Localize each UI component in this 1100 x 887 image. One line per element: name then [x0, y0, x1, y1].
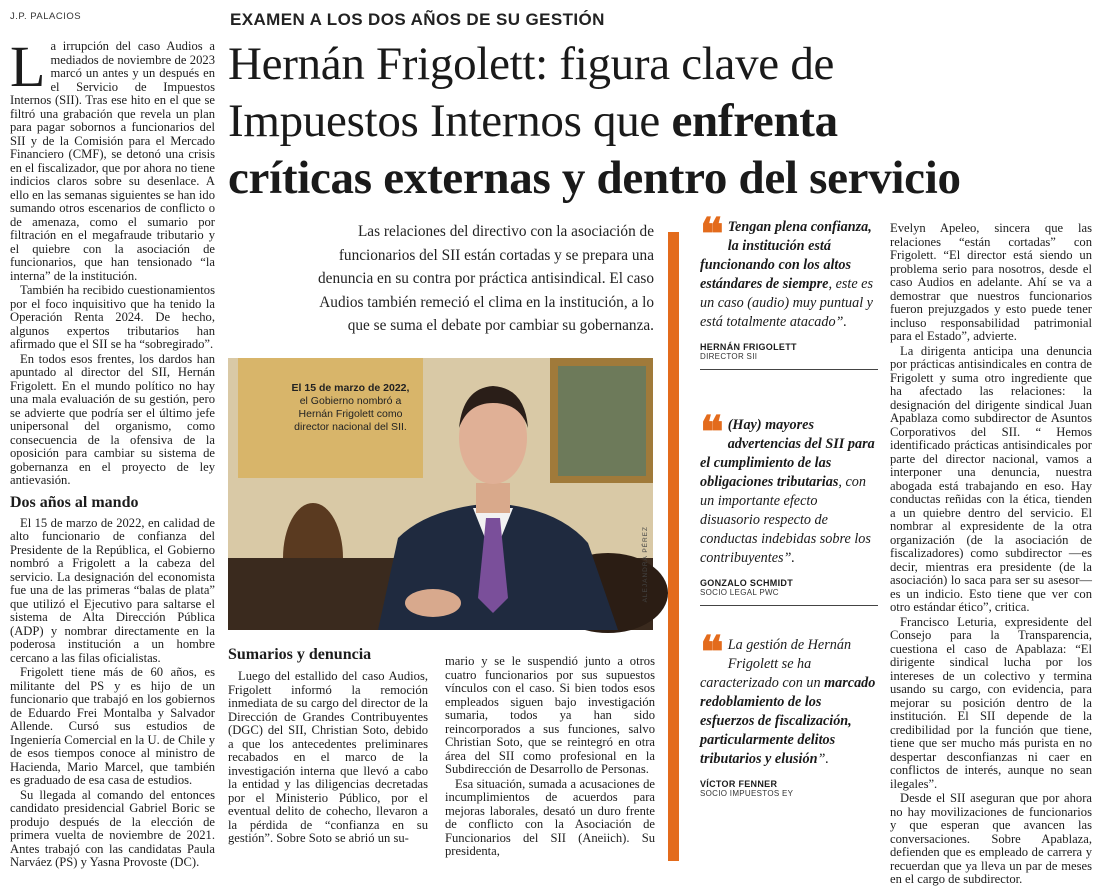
pull-quote-3	[700, 628, 878, 798]
paragraph-text: a irrupción del caso Audios a mediados de noviembre de 2023 marcó un antes y un después en el Servicio de Impuestos Internos (SII). Tras ese hito en el que se filtró una grabación que revela un plan para pagar sobornos a funcionarios del SII y de la Comisión para el Mercado Financiero (CMF), se detonó una crisis en el fiscalizador, que por ahora no tiene indicios claros sobre su desenlace. A ello en las semanas siguientes se han ido sumando otros escenarios de conflicto o de amenaza, como el sumario por filtración en el megafraude tributario y el quiebre con la asociación de funcionarios, que han tensionado “la interna” de la institución.	[10, 39, 215, 283]
paragraph: Esa situación, sumada a acusaciones de incumplimientos de acuerdos para mejoras laborales, desató un duro frente de conflicto con la Asociación de Funcionarios del SII (Aneiich). Su presidenta,	[445, 776, 655, 858]
column-3	[445, 655, 655, 860]
quote-role: DIRECTOR SII	[700, 352, 758, 361]
headline-line-2	[228, 93, 1094, 150]
pull-quote-2	[700, 408, 878, 606]
paragraph: Frigolett tiene más de 60 años, es militante del PS y es hijo de un funcionario que trabajó en los gobiernos de Eduardo Frei Montalba y Salvador Allende. Cursó sus estudios de Ingeniería Comercial en la U. de Chile y de esos tiempos conoce al ministro de Hacienda, Mario Marcel, que también es graduado de esa casa de estudios.	[10, 665, 215, 787]
quote-text	[700, 628, 878, 769]
quote-role: SOCIO IMPUESTOS EY	[700, 789, 794, 798]
paragraph: Luego del estallido del caso Audios, Frigolett informó la remoción inmediata de su cargo del director de la Dirección de Grandes Contribuyentes (DGC) del SII, Christian Soto, debido a que los antecedentes preliminares recabados en el marco de la investigación interna que llevó a cabo la entidad y las diligencias decretadas por el Ministerio Público, por el eventual delito de cohecho, llevaron a la pérdida de “confianza en su gestión”. Sobre Soto se abrió un su-	[228, 669, 428, 845]
quote-mark-icon: ❝	[700, 408, 724, 457]
headline-line-1: Hernán Frigolett: figura clave de	[228, 38, 835, 90]
deck: Las relaciones del directivo con la asociación de funcionarios del SII están cortadas y se prepara una denuncia en su contra por práctica antisindical. El caso Audios también remeció el clima en la institución, a lo que se suma el debate por cambiar su gobernanza.	[318, 223, 654, 334]
portrait-photo	[228, 358, 653, 630]
paragraph	[10, 34, 215, 283]
photo-credit: ALEJANDRA PÉREZ	[642, 525, 649, 602]
paragraph: mario y se le suspendió junto a otros cuatro funcionarios por sus supuestos vínculos con el caso. Si bien todos esos empleados siguen bajo investigación sumaria, todos ya han sido reincorporados a sus funciones, salvo Christian Soto, que se reintegró en otra área del SII como profesional en la Subdirección de Desarrollo de Personas.	[445, 654, 655, 776]
divider	[700, 605, 878, 606]
paragraph: También ha recibido cuestionamientos por el foco inquisitivo que ha tenido la Operación Renta 2024. De hecho, algunos expertos tributarios han afirmado que el SII se ha “sobregirado”.	[10, 283, 215, 351]
paragraph: Evelyn Apeleo, sincera que las relaciones “están cortadas” con Frigolett. “El director está siendo un problema serio para nosotros, desde el caso Audios en adelante. Ahí se va a demostrar que nuestros funcionarios fueron prejuzgados y esto puede tener incluso responsabilidad patrimonial para el Estado”, advierte.	[890, 221, 1092, 343]
divider	[700, 369, 878, 370]
column-1	[10, 34, 215, 869]
accent-rule	[668, 232, 679, 861]
headline	[228, 36, 1094, 207]
paragraph: Francisco Leturia, expresidente del Consejo para la Transparencia, cuestiona el caso de Apablaza: “El dirigente sindical lucha por los intereses de un colectivo y termina usando su cargo, con evidencia, para mejorar su posición dentro de la institución. El SII depende de la credibilidad por la función que tiene, tiene que ser mucho más purista en no despertar desconfianzas ni caer en conflictos de interés, aunque no sean ilegales”.	[890, 614, 1092, 791]
paragraph: En todos esos frentes, los dardos han apuntado al director del SII, Hernán Frigolett. En el mundo político no hay una mala evaluación de su gestión, pero se advierte que podría ser el último jefe unipersonal del organismo, como consecuencia de la ofensiva de la oposición para cambiar su sistema de gobernanza en el proyecto de ley antievasión.	[10, 351, 215, 487]
subhead: Dos años al mando	[10, 493, 139, 511]
quote-bold: (Hay) mayores advertencias del SII para el cumplimiento de las obligaciones tributarias	[700, 417, 875, 490]
quote-rest: , con un importante efecto disuasorio respecto de conductas indebidas sobre los contribuyentes”.	[700, 474, 871, 566]
pull-quote-1	[700, 210, 878, 370]
quote-text	[700, 408, 878, 568]
column-2	[228, 640, 428, 860]
headline-line-2-bold: enfrenta	[671, 95, 838, 147]
quote-rest: ”.	[817, 751, 829, 767]
quote-text	[700, 210, 878, 332]
photo-caption-bold: El 15 de marzo de 2022,	[291, 382, 410, 394]
paragraph: Desde el SII aseguran que por ahora no hay movilizaciones de funcionarios y que esperan que avancen las conversaciones. Sobre Apablaza, defienden que es empleado de carrera y recuerdan que ya lleva un par de meses en el cargo de subdirector.	[890, 791, 1092, 886]
headline-line-2-regular: Impuestos Internos que	[228, 95, 672, 147]
subhead: Sumarios y denuncia	[228, 646, 372, 663]
quote-author: HERNÁN FRIGOLETT	[700, 342, 797, 352]
paragraph: El 15 de marzo de 2022, en calidad de alto funcionario de confianza del Presidente de la República, el Gobierno nombró a Frigolett a la cabeza del servicio. La designación del economista fue una de las primeras “balas de plata” que utilizó el Ejecutivo para saltarse el sistema de Alta Dirección Pública (ADP) y nombrar directamente en la poderosa institución a un hombre cercano a las filas oficialistas.	[10, 515, 215, 665]
quote-author: GONZALO SCHMIDT	[700, 578, 793, 588]
kicker: EXAMEN A LOS DOS AÑOS DE SU GESTIÓN	[230, 10, 605, 29]
paragraph: La dirigenta anticipa una denuncia por prácticas antisindicales en contra de Frigolett y suma otro ingrediente que ha afectado las relaciones: la designación del dirigente sindical Juan Apablaza como subdirector de Asuntos Corporativos del SII. “ Hemos identificado prácticas antisindicales por parte del director nacional, vamos a interponer una denuncia, nuestra abogada está trabajando en eso. Hay conductas reñidas con la ética, tienden a un quiebre dentro del servicio. El nombrar al expresidente de la otra organización (de la asociación de fiscalizadores) como subdirector —es decir, mientras era presidente (de la asociación) lo saca para ser su asesor— es un indicio. Esto tiene que ver con otro estándar ético”, critica.	[890, 343, 1092, 614]
quote-mark-icon: ❝	[700, 628, 724, 677]
quote-bold: Tengan plena confianza, la institución está funcionando con los altos estándares de siempre	[700, 219, 872, 292]
headline-line-3: críticas externas y dentro del servicio	[228, 152, 961, 204]
quote-role: SOCIO LEGAL PWC	[700, 588, 779, 597]
quote-mark-icon: ❝	[700, 210, 724, 259]
quote-bold: marcado redoblamiento de los esfuerzos de fiscalización, particularmente delitos tributarios y elusión	[700, 675, 876, 767]
quote-rest: , este es un caso (audio) muy puntual y está totalmente atacado”.	[700, 276, 873, 330]
paragraph: Su llegada al comando del entonces candidato presidencial Gabriel Boric se produjo después de la elección de primera vuelta de noviembre de 2021. Antes trabajó con las candidatas Paula Narváez (PS) y Yasna Provoste (DC).	[10, 787, 215, 869]
photo-caption-text: el Gobierno nombró a Hernán Frigolett como director nacional del SII.	[294, 395, 407, 433]
byline: J.P. PALACIOS	[10, 11, 82, 22]
quote-author: VÍCTOR FENNER	[700, 779, 778, 789]
photo-caption	[288, 382, 413, 434]
quote-pre: La gestión de Hernán Frigolett se ha caracterizado con un	[700, 637, 852, 691]
column-5	[890, 221, 1092, 886]
drop-cap: L	[10, 34, 46, 99]
